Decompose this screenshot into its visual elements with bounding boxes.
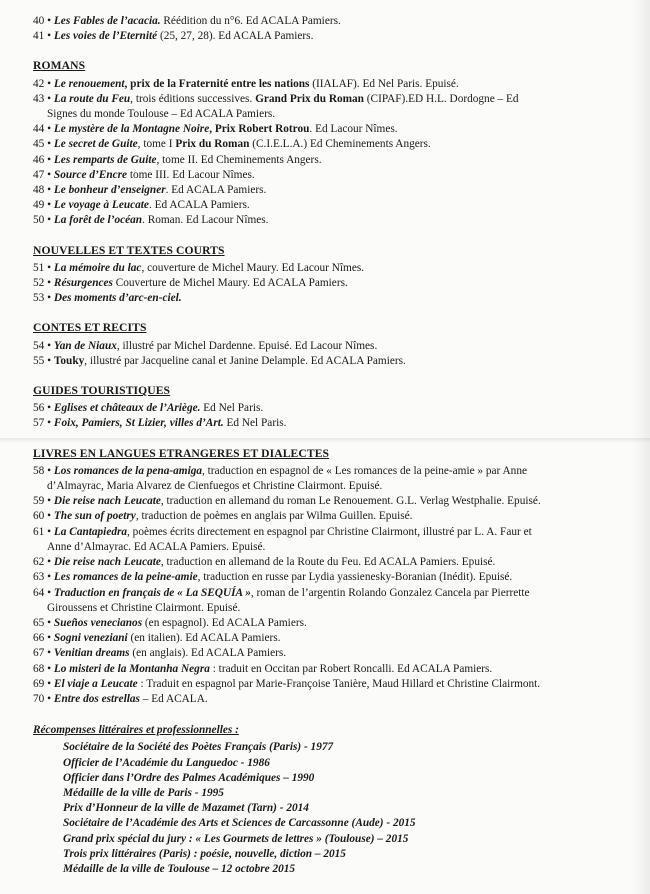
- entry-43-continued: Signes du monde Toulouse – Ed ACALA Pamiers.: [47, 108, 276, 121]
- award-item: Sociétaire de l’Académie des Arts et Sciences de Carcassonne (Aude) - 2015: [63, 817, 416, 830]
- entry-42: 42 • Le renouement, prix de la Fraternité entre les nations (IIALAF). Ed Nel Paris. Epuisé.: [33, 77, 459, 90]
- entry-48: 48 • Le bonheur d’enseigner. Ed ACALA Pamiers.: [33, 184, 267, 197]
- award-item: Officier de l’Académie du Languedoc - 1986: [63, 756, 270, 769]
- entry-58-continued: d’Almayrac, Maria Alvarez de Cienfuegos et Christine Clairmont. Epuisé.: [47, 480, 383, 493]
- entry-44: 44 • Le mystère de la Montagne Noire, Prix Robert Rotrou. Ed Lacour Nîmes.: [33, 123, 398, 136]
- entry-67: 67 • Venitian dreams (en anglais). Ed ACALA Pamiers.: [33, 647, 287, 660]
- awards-list: [63, 740, 623, 877]
- section-heading-contes: CONTES ET RECITS: [33, 321, 147, 335]
- bibliography-list: [33, 14, 623, 877]
- award-item: Médaille de la ville de Toulouse – 12 octobre 2015: [63, 862, 296, 875]
- entry-51: 51 • La mémoire du lac, couverture de Michel Maury. Ed Lacour Nîmes.: [33, 261, 365, 274]
- entry-69: 69 • El viaje a Leucate : Traduit en espagnol par Marie-Françoise Tanière, Maud Hillard et Christine Clairmont.: [33, 677, 541, 690]
- entry-55: 55 • Touky, illustré par Jacqueline canal et Janine Delample. Ed ACALA Pamiers.: [33, 354, 406, 367]
- page-edge-shadow: [632, 0, 650, 894]
- entry-68: 68 • Lo misteri de la Montanha Negra : traduit en Occitan par Robert Roncalli. Ed ACALA Pamiers.: [33, 662, 493, 675]
- entry-65: 65 • Sueños venecianos (en espagnol). Ed ACALA Pamiers.: [33, 616, 307, 629]
- award-item: Officier dans l’Ordre des Palmes Académiques – 1990: [63, 771, 315, 784]
- entry-41: 41 • Les voies de l’Eternité (25, 27, 28). Ed ACALA Pamiers.: [33, 30, 314, 43]
- section-heading-livres: LIVRES EN LANGUES ETRANGERES ET DIALECTES: [33, 446, 330, 460]
- entry-58: 58 • Los romances de la pena-amiga, traduction en espagnol de « Les romances de la peine-amie » par Anne: [33, 464, 527, 477]
- entry-61-continued: Anne d’Almayrac. Ed ACALA Pamiers. Epuisé.: [47, 540, 266, 553]
- entry-54: 54 • Yan de Niaux, illustré par Michel Dardenne. Epuisé. Ed Lacour Nîmes.: [33, 339, 378, 352]
- entry-53: 53 • Des moments d’arc-en-ciel.: [33, 292, 182, 305]
- entry-57: 57 • Foix, Pamiers, St Lizier, villes d’Art. Ed Nel Paris.: [33, 417, 287, 430]
- entry-49: 49 • Le voyage à Leucate. Ed ACALA Pamiers.: [33, 199, 250, 212]
- entry-43: 43 • La route du Feu, trois éditions successives. Grand Prix du Roman (CIPAF).ED H.L. Dordogne – Ed: [33, 92, 519, 105]
- award-item: Sociétaire de la Société des Poètes Français (Paris) - 1977: [63, 741, 334, 754]
- entry-45: 45 • Le secret de Guite, tome I Prix du Roman (C.I.E.L.A.) Ed Cheminements Angers.: [33, 138, 431, 151]
- entry-64-continued: Giroussens et Christine Clairmont. Epuisé.: [47, 601, 241, 614]
- entry-52: 52 • Résurgences Couverture de Michel Maury. Ed ACALA Pamiers.: [33, 277, 348, 290]
- section-heading-romans: ROMANS: [33, 59, 86, 73]
- section-heading-guides: GUIDES TOURISTIQUES: [33, 384, 171, 398]
- award-item: Prix d’Honneur de la ville de Mazamet (Tarn) - 2014: [63, 802, 309, 815]
- awards-heading: Récompenses littéraires et professionnelles :: [33, 724, 239, 737]
- award-item: Trois prix littéraires (Paris) : poésie, nouvelle, diction – 2015: [63, 847, 346, 860]
- entry-70: 70 • Entre dos estrellas – Ed ACALA.: [33, 692, 208, 705]
- entry-66: 66 • Sogni veneziani (en italien). Ed ACALA Pamiers.: [33, 632, 281, 645]
- entry-61: 61 • La Cantapiedra, poèmes écrits directement en espagnol par Christine Clairmont, illustré par L. A. Faur et: [33, 525, 532, 538]
- entry-63: 63 • Les romances de la peine-amie, traduction en russe par Lydia yassienesky-Boranian (Inédit). Epuisé.: [33, 571, 513, 584]
- entry-40: 40 • Les Fables de l’acacia. Réédition du n°6. Ed ACALA Pamiers.: [33, 15, 341, 27]
- section-heading-nouvelles: NOUVELLES ET TEXTES COURTS: [33, 243, 225, 257]
- award-item: Médaille de la ville de Paris - 1995: [63, 786, 224, 799]
- entry-60: 60 • The sun of poetry, traduction de poèmes en anglais par Wilma Guillen. Epuisé.: [33, 510, 413, 523]
- entry-56: 56 • Eglises et châteaux de l’Ariège. Ed Nel Paris.: [33, 402, 264, 415]
- entry-62: 62 • Die reise nach Leucate, traduction en allemand de la Route du Feu. Ed ACALA Pamiers. Epuisé.: [33, 556, 496, 569]
- entry-59: 59 • Die reise nach Leucate, traduction en allemand du roman Le Renouement. G.L. Verlag Westphalie. Epuisé.: [33, 495, 541, 508]
- entry-50: 50 • La forêt de l’océan. Roman. Ed Lacour Nîmes.: [33, 214, 269, 227]
- award-item: Grand prix spécial du jury : « Les Gourmets de lettres » (Toulouse) – 2015: [63, 832, 409, 845]
- entry-47: 47 • Source d’Encre tome III. Ed Lacour Nîmes.: [33, 168, 255, 181]
- entry-46: 46 • Les remparts de Guite, tome II. Ed Cheminements Angers.: [33, 153, 322, 166]
- entry-64: 64 • Traduction en français de « La SEQUÍA », roman de l’argentin Rolando Gonzalez Cancela par Pierrette: [33, 586, 530, 599]
